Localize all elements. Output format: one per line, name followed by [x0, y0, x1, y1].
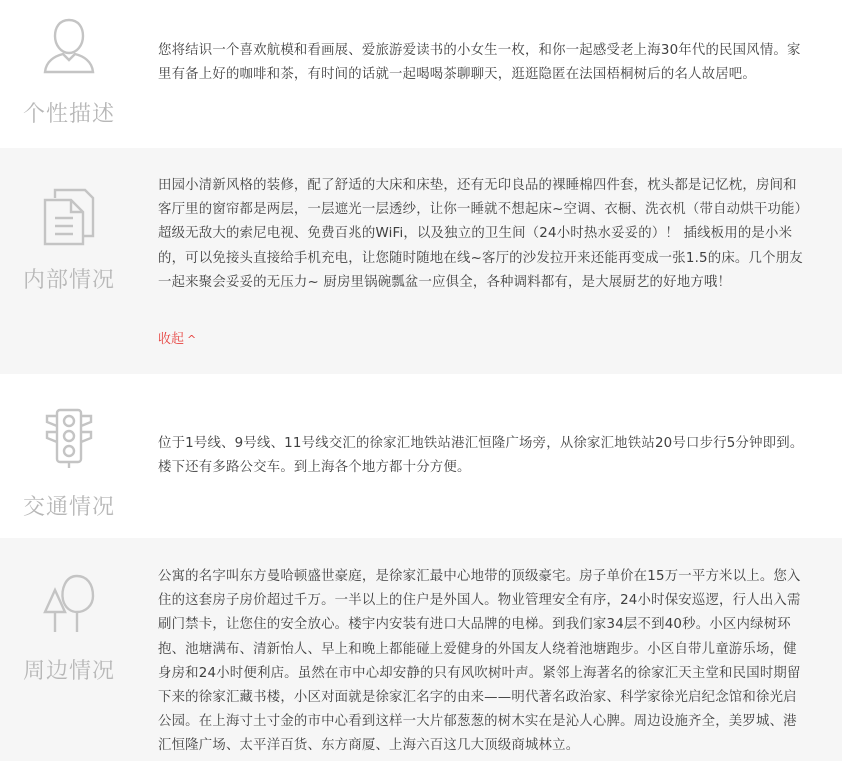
collapse-label: 收起	[158, 332, 185, 347]
section-transport	[0, 374, 842, 538]
person-icon	[0, 14, 138, 76]
traffic-light-icon	[0, 408, 138, 470]
section-surroundings	[0, 538, 842, 761]
section-label: 周边情况	[22, 659, 115, 684]
document-icon	[0, 186, 138, 248]
trees-icon	[0, 572, 138, 634]
section-personality	[0, 0, 842, 148]
chevron-up-icon: ^	[187, 333, 197, 346]
section-label: 个性描述	[22, 102, 115, 127]
section-text: 您将结识一个喜欢航模和看画展、爱旅游爱读书的小女生一枚，和你一起感受老上海30年代的民国风情。家里有备上好的咖啡和茶，有时间的话就一起喝喝茶聊聊天，逛逛隐匿在法国梧桐树后的名人故居吧。	[158, 43, 801, 83]
section-text: 公寓的名字叫东方曼哈顿盛世豪庭，是徐家汇最中心地带的顶级豪宅。房子单价在15万一平方米以上。您入住的这套房子房价超过千万。一半以上的住户是外国人。物业管理安全有序，24小时保安巡逻，行人出入需刷门禁卡，让您住的安全放心。楼宇内安装有进口大品牌的电梯。到我们家34层不到40秒。小区内绿树环抱、池塘满布、清新怡人、早上和晚上都能碰上爱健身的外国友人绕着池塘跑步。小区自带儿童游乐场，健身房和24小时便利店。虽然在市中心却安静的只有风吹树叶声。紧邻上海著名的徐家汇天主堂和民国时期留下来的徐家汇藏书楼，小区对面就是徐家汇名字的由来——明代著名政治家、科学家徐光启纪念馆和徐光启公园。在上海寸土寸金的市中心看到这样一大片郁葱葱的树木实在是沁人心脾。周边设施齐全，美罗城、港汇恒隆广场、太平洋百货、东方商厦、上海六百这几大顶级商城林立。	[158, 569, 801, 754]
collapse-button[interactable]	[158, 328, 196, 347]
section-interior	[0, 148, 842, 374]
section-label: 内部情况	[22, 268, 115, 293]
section-text: 田园小清新风格的装修，配了舒适的大床和床垫，还有无印良品的裸睡棉四件套，枕头都是记忆枕，房间和客厅里的窗帘都是两层，一层遮光一层透纱，让你一睡就不想起床~空调、衣橱、洗衣机（带自动烘干功能）超级无敌大的索尼电视、免费百兆的WiFi，以及独立的卫生间（24小时热水妥妥的）！ 插线板用的是小米的，可以免接头直接给手机充电，让您随时随地在线~客厅的沙发拉开来还能再变成一张1.5的床。几个朋友一起来聚会妥妥的无压力~ 厨房里锅碗瓢盆一应俱全，各种调料都有，是大展厨艺的好地方哦！	[158, 178, 803, 290]
section-text: 位于1号线、9号线、11号线交汇的徐家汇地铁站港汇恒隆广场旁，从徐家汇地铁站20号口步行5分钟即到。楼下还有多路公交车。到上海各个地方都十分方便。	[158, 436, 804, 476]
section-label: 交通情况	[22, 495, 115, 520]
